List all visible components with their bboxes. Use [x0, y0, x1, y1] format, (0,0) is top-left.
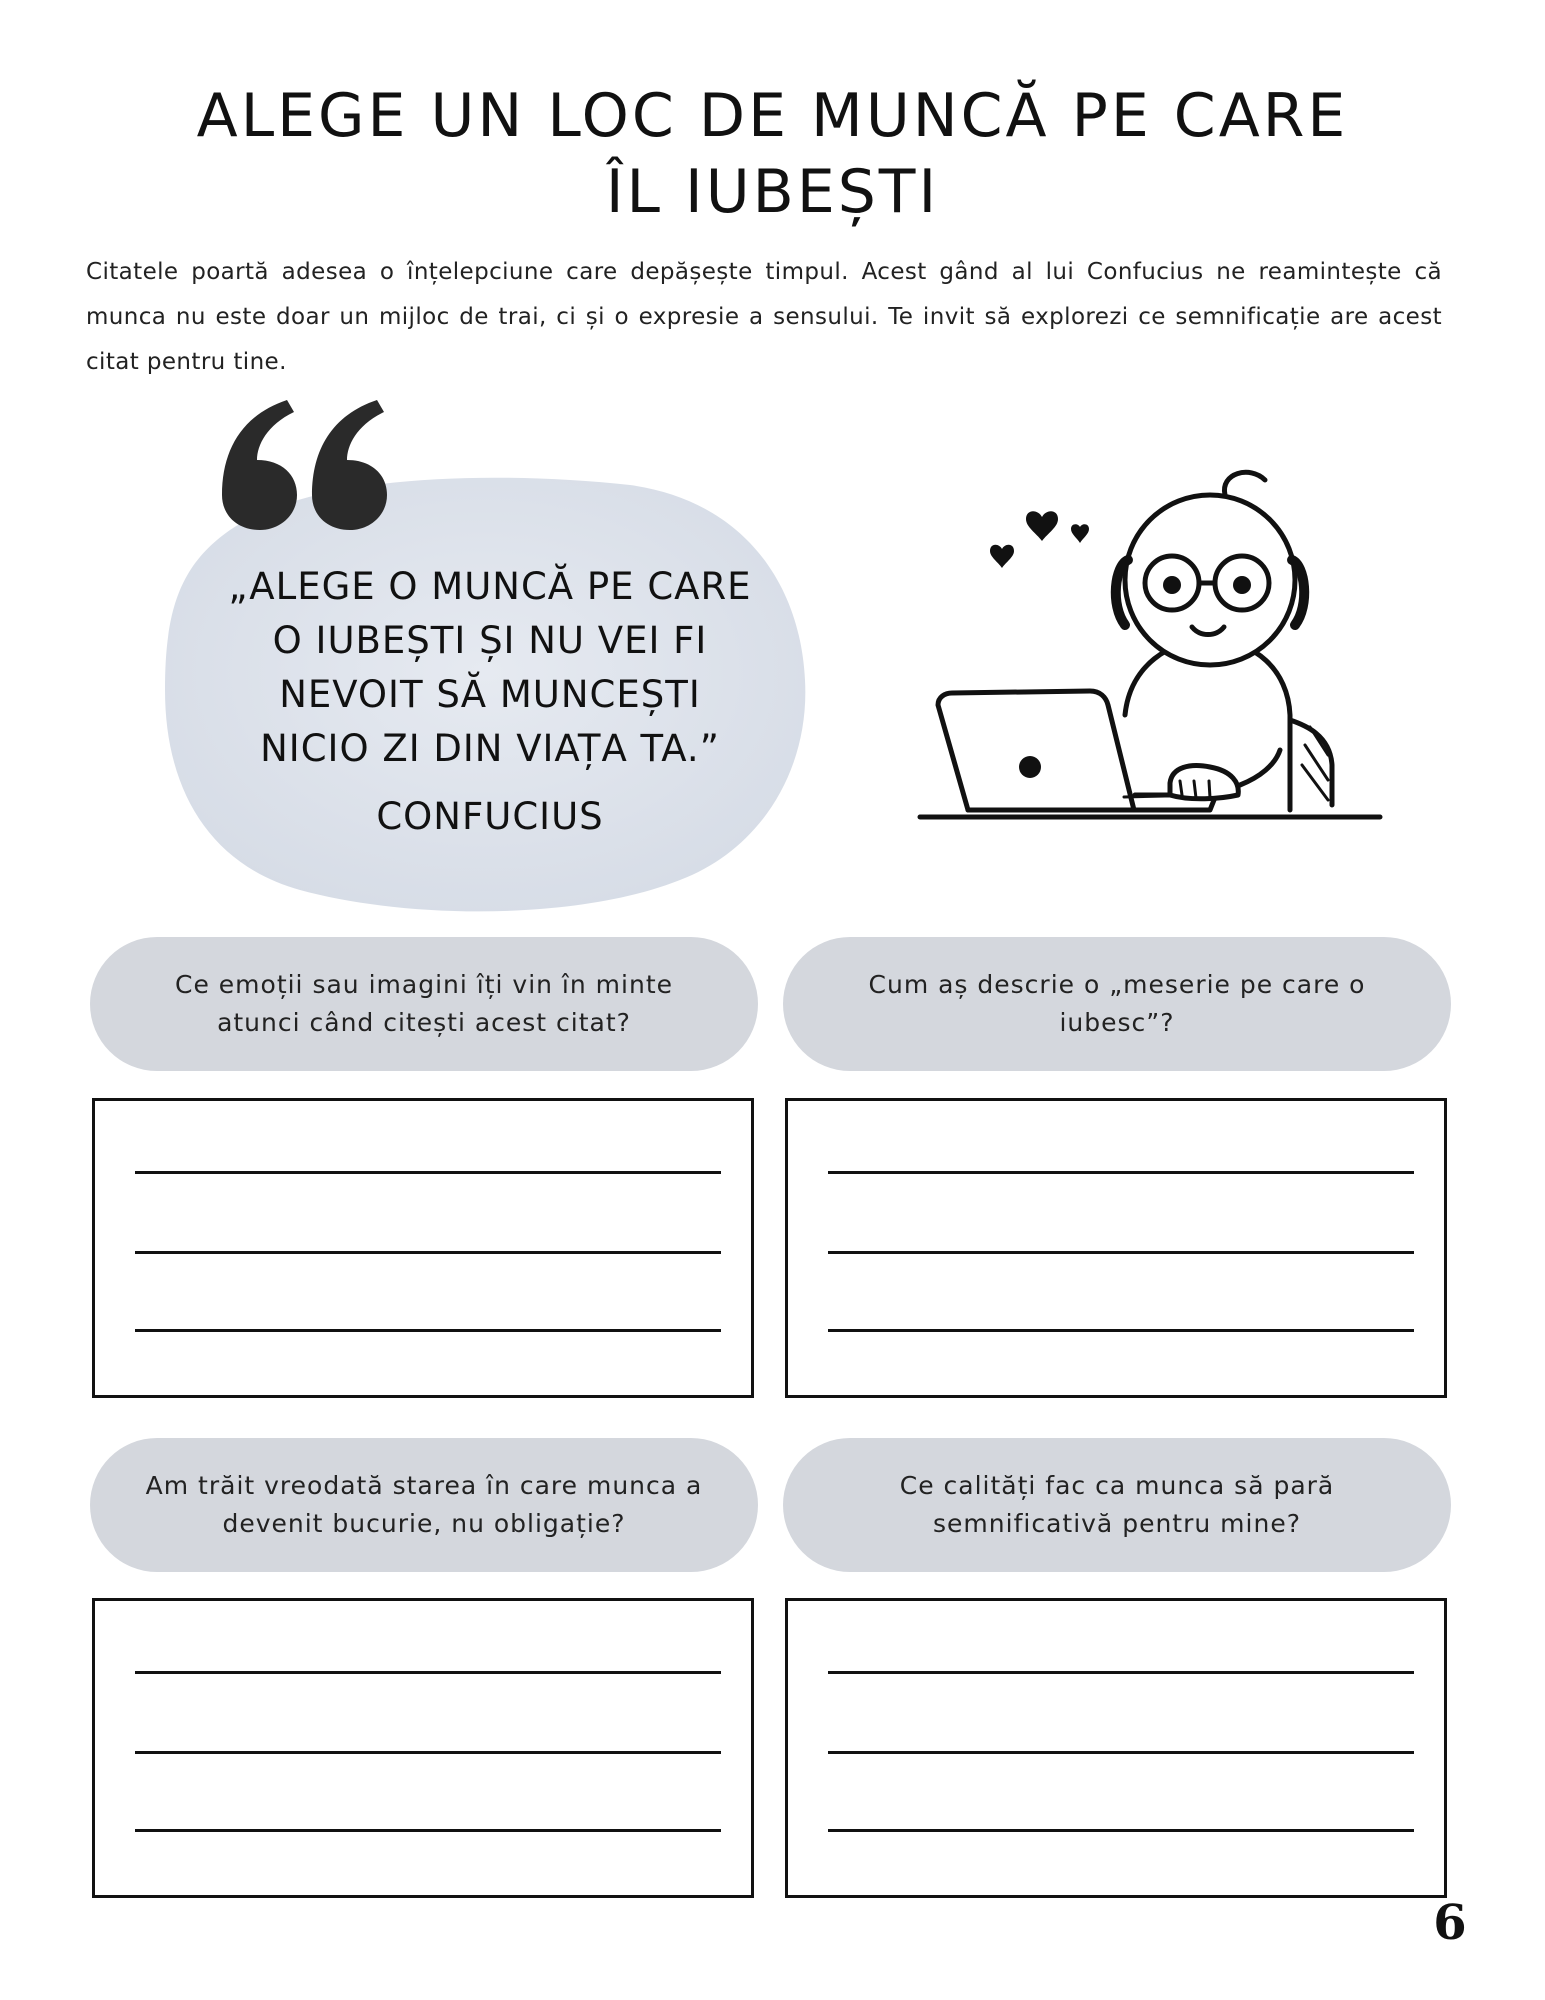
page-title-line-1: ALEGE UN LOC DE MUNCĂ PE CARE: [196, 81, 1349, 151]
question-prompt-3: [90, 1438, 758, 1572]
page-title-line-2: ÎL IUBEȘTI: [605, 157, 940, 227]
answer-box-4[interactable]: [785, 1598, 1447, 1898]
question-text: Am trăit vreodată starea în care munca a devenit bucurie, nu obligație?: [145, 1471, 703, 1538]
answer-line[interactable]: [135, 1329, 721, 1332]
quotation-mark-icon: [212, 400, 402, 530]
question-prompt-2: [783, 937, 1451, 1071]
question-text: Ce emoții sau imagini îți vin în minte atunci când citești acest citat?: [175, 970, 673, 1037]
question-prompt-4: [783, 1438, 1451, 1572]
answer-line[interactable]: [135, 1671, 721, 1674]
answer-line[interactable]: [828, 1329, 1414, 1332]
answer-line[interactable]: [135, 1251, 721, 1254]
answer-box-3[interactable]: [92, 1598, 754, 1898]
page-title: [0, 78, 1545, 230]
answer-box-2[interactable]: [785, 1098, 1447, 1398]
page-number: 6: [1433, 1895, 1467, 1951]
quote-line: NEVOIT SĂ MUNCEȘTI: [279, 673, 701, 716]
quote-line: „ALEGE O MUNCĂ PE CARE: [228, 565, 752, 608]
answer-box-1[interactable]: [92, 1098, 754, 1398]
question-text: Cum aș descrie o „meserie pe care o iubesc”?: [868, 970, 1366, 1037]
quote-text: [190, 560, 790, 776]
question-text: Ce calități fac ca munca să pară semnificativă pentru mine?: [899, 1471, 1335, 1538]
answer-line[interactable]: [135, 1829, 721, 1832]
answer-line[interactable]: [828, 1171, 1414, 1174]
quote-line: NICIO ZI DIN VIAȚA TA.”: [260, 727, 720, 770]
question-prompt-1: [90, 937, 758, 1071]
answer-line[interactable]: [135, 1751, 721, 1754]
answer-line[interactable]: [135, 1171, 721, 1174]
intro-paragraph: Citatele poartă adesea o înțelepciune care depășește timpul. Acest gând al lui Confucius ne reamintește că munca nu este doar un mijloc de trai, ci și o expresie a sensului. Te invit să explorezi ce semnificație are acest citat pentru tine.: [86, 259, 1442, 375]
quote-line: O IUBEȘTI ȘI NU VEI FI: [272, 619, 708, 662]
person-laptop-hearts-icon: [910, 465, 1400, 865]
quote-author: CONFUCIUS: [376, 795, 604, 838]
answer-line[interactable]: [828, 1751, 1414, 1754]
answer-line[interactable]: [828, 1671, 1414, 1674]
answer-line[interactable]: [828, 1829, 1414, 1832]
answer-line[interactable]: [828, 1251, 1414, 1254]
